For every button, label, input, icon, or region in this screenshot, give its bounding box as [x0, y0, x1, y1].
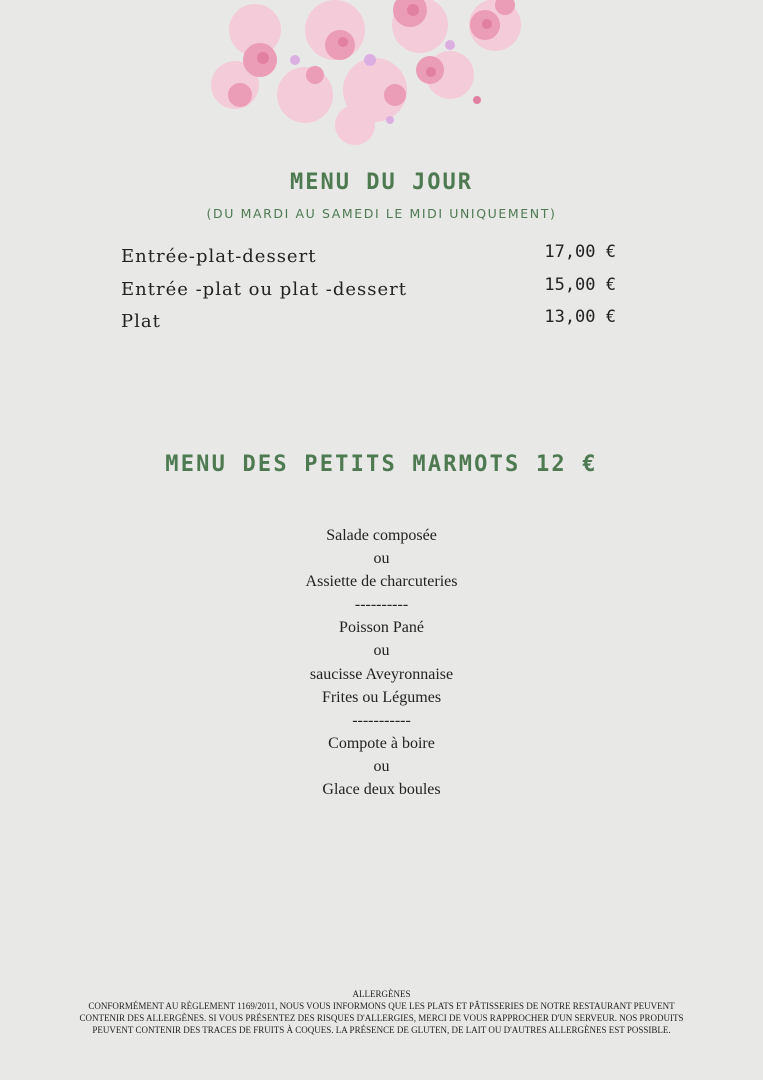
menu-item [121, 307, 616, 339]
allergen-title: ALLERGÈNES [352, 989, 411, 999]
menu-item-price: 15,00 € [544, 275, 616, 295]
kids-menu-title: MENU DES PETITS MARMOTS 12 € [165, 452, 598, 477]
kids-menu-list [0, 524, 763, 801]
kids-menu-line: Assiette de charcuteries [305, 573, 458, 591]
menu-item-name: Entrée -plat ou plat -dessert [121, 279, 407, 300]
menu-item-price: 17,00 € [544, 242, 616, 262]
menu-item-name: Plat [121, 311, 161, 332]
kids-menu-line: ou [373, 757, 390, 775]
menu-item [121, 275, 616, 307]
allergen-text-line: PEUVENT CONTENIR DES TRACES DE FRUITS À COQUES. LA PRÉSENCE DE GLUTEN, DE LAIT OU D'AUTRES ALLERGÈNES EST POSSIBLE. [92, 1025, 671, 1035]
menu-du-jour-subtitle: (DU MARDI AU SAMEDI LE MIDI UNIQUEMENT) [206, 206, 557, 221]
menu-item-name: Entrée-plat-dessert [121, 246, 317, 267]
allergen-text-line: CONFORMÉMENT AU RÈGLEMENT 1169/2011, NOUS VOUS INFORMONS QUE LES PLATS ET PÂTISSERIES DE NOTRE RESTAURANT PEUVENT [88, 1001, 675, 1011]
kids-menu-line: Poisson Pané [339, 619, 424, 637]
allergen-text-line: CONTENIR DES ALLERGÈNES. SI VOUS PRÉSENTEZ DES RISQUES D'ALLERGIES, MERCI DE VOUS RAPPROCHER D'UN SERVEUR. NOS PRODUITS [79, 1013, 684, 1023]
menu-item-price: 13,00 € [544, 307, 616, 327]
kids-menu-line: Glace deux boules [322, 781, 441, 799]
kids-menu-line: Frites ou Légumes [321, 688, 442, 706]
kids-menu-line: saucisse Aveyronnaise [309, 665, 454, 683]
menu-du-jour-title: MENU DU JOUR [290, 170, 473, 195]
pink-flowers-icon [195, 0, 540, 160]
allergen-notice [30, 988, 733, 1036]
kids-menu-line: ou [373, 550, 390, 568]
menu-item [121, 242, 616, 274]
kids-menu-line: ou [373, 642, 390, 660]
kids-menu-line: Compote à boire [328, 734, 435, 752]
kids-menu-separator: ---------- [354, 596, 409, 614]
kids-menu-separator: ----------- [352, 711, 411, 729]
kids-menu-line: Salade composée [326, 527, 437, 544]
